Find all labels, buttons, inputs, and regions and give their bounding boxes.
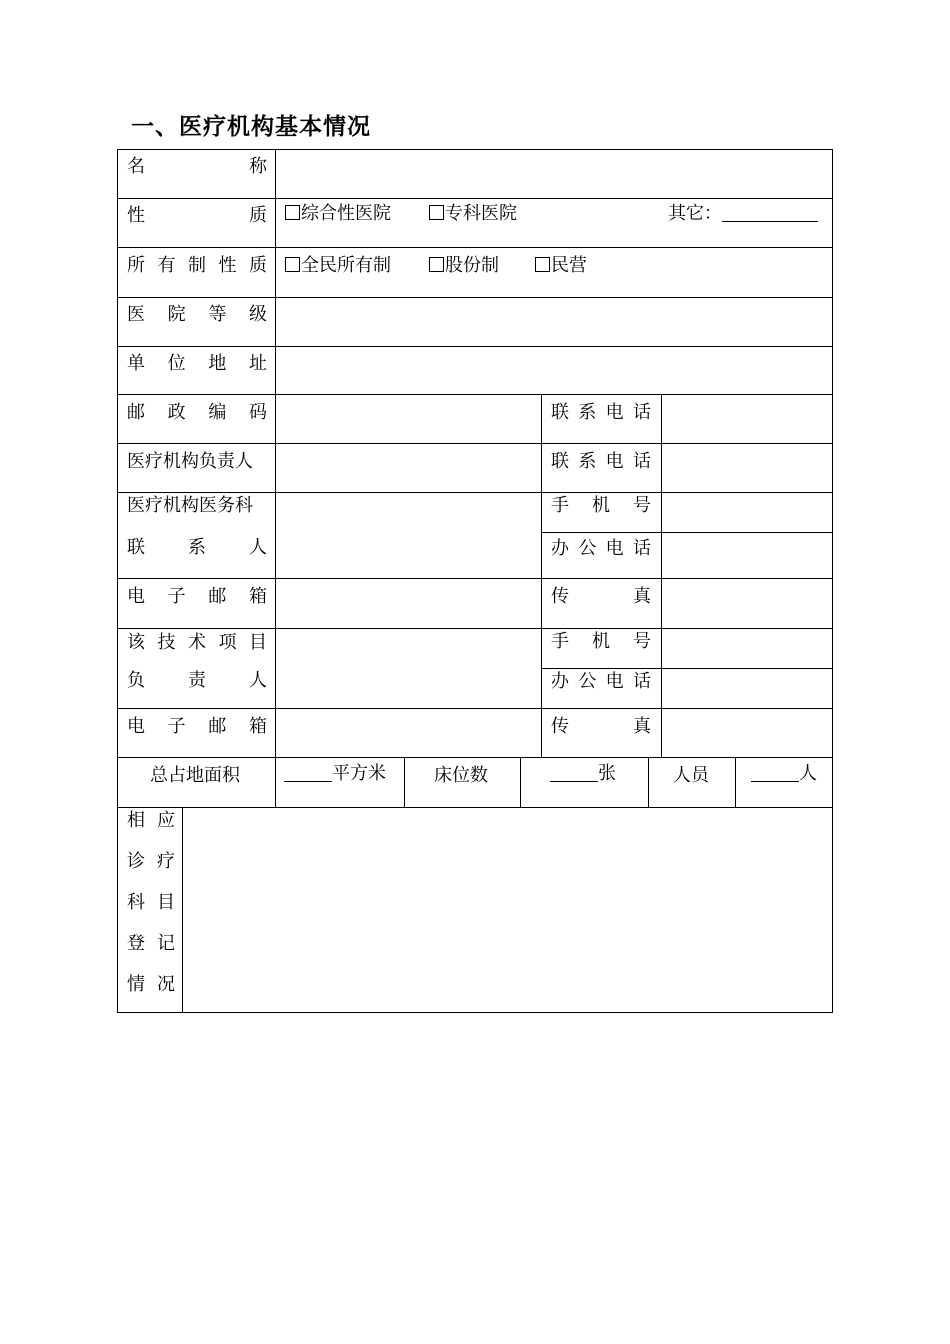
label-email-1: 电 子 邮 箱	[127, 586, 267, 607]
col-divider	[735, 757, 736, 807]
staff-unit: 人	[799, 763, 817, 784]
checkbox-private[interactable]	[535, 257, 550, 272]
option-shareholding-label: 股份制	[445, 255, 499, 276]
row-divider	[117, 394, 833, 395]
area-input-line[interactable]	[284, 781, 332, 782]
row-divider	[117, 198, 833, 199]
option-state-owned-label: 全民所有制	[301, 255, 391, 276]
col-divider	[648, 757, 649, 807]
label-medical-affairs-line2: 联 系 人	[127, 537, 267, 558]
col-divider	[661, 394, 662, 757]
row-divider	[117, 492, 833, 493]
other-input-line[interactable]	[722, 221, 818, 222]
option-shareholding[interactable]	[429, 255, 499, 277]
label-tech-leader-line2: 负 责 人	[127, 670, 267, 691]
label-hospital-level: 医 院 等 级	[127, 304, 267, 325]
col-divider	[275, 149, 276, 807]
row-divider	[117, 708, 833, 709]
label-fax-1: 传 真	[551, 586, 651, 607]
beds-input-line[interactable]	[550, 781, 598, 782]
row-divider	[117, 297, 833, 298]
row-divider	[117, 443, 833, 444]
label-email-2: 电 子 邮 箱	[127, 716, 267, 737]
staff-input-line[interactable]	[751, 781, 799, 782]
label-dept-reg-2: 诊 疗	[127, 851, 175, 872]
label-postal-code: 邮 政 编 码	[127, 402, 267, 423]
option-other-label: 其它：	[668, 203, 722, 224]
row-divider	[117, 807, 833, 808]
checkbox-general-hospital[interactable]	[285, 205, 300, 220]
option-private[interactable]	[535, 255, 587, 277]
label-contact-phone-2: 联 系 电 话	[551, 451, 651, 472]
area-unit: 平方米	[332, 763, 386, 784]
label-director: 医疗机构负责人	[127, 451, 253, 472]
label-nature: 性 质	[127, 205, 267, 226]
area-field	[284, 763, 386, 785]
basic-info-form	[117, 149, 833, 1013]
checkbox-state-owned[interactable]	[285, 257, 300, 272]
option-specialty-hospital[interactable]	[429, 203, 517, 225]
label-name: 名 称	[127, 156, 267, 177]
option-private-label: 民营	[551, 255, 587, 276]
option-general-hospital[interactable]	[285, 203, 391, 225]
option-other	[668, 203, 818, 225]
row-divider	[117, 247, 833, 248]
label-dept-reg-5: 情 况	[127, 974, 175, 995]
col-divider	[404, 757, 405, 807]
row-divider	[117, 628, 833, 629]
option-state-owned[interactable]	[285, 255, 391, 277]
section-title: 一、医疗机构基本情况	[131, 114, 371, 140]
label-mobile-1: 手 机 号	[551, 495, 651, 516]
checkbox-specialty-hospital[interactable]	[429, 205, 444, 220]
option-general-hospital-label: 综合性医院	[301, 203, 391, 224]
label-total-area: 总占地面积	[150, 765, 240, 786]
label-office-phone-1: 办 公 电 话	[551, 538, 651, 559]
label-office-phone-2: 办 公 电 话	[551, 671, 651, 692]
label-medical-affairs-line1: 医疗机构医务科	[127, 495, 253, 516]
option-specialty-hospital-label: 专科医院	[445, 203, 517, 224]
staff-field	[751, 763, 817, 785]
checkbox-shareholding[interactable]	[429, 257, 444, 272]
label-tech-leader-line1: 该 技 术 项 目	[127, 632, 267, 653]
beds-field	[550, 763, 616, 785]
label-ownership: 所 有 制 性 质	[127, 255, 267, 276]
row-divider	[117, 578, 833, 579]
beds-unit: 张	[598, 763, 616, 784]
label-staff: 人员	[673, 765, 709, 786]
row-divider	[117, 757, 833, 758]
label-fax-2: 传 真	[551, 716, 651, 737]
col-divider	[520, 757, 521, 807]
label-address: 单 位 地 址	[127, 353, 267, 374]
col-divider	[182, 807, 183, 1013]
label-mobile-2: 手 机 号	[551, 631, 651, 652]
label-dept-reg-3: 科 目	[127, 892, 175, 913]
row-divider	[541, 532, 833, 533]
row-divider	[117, 346, 833, 347]
label-dept-reg-1: 相 应	[127, 810, 175, 831]
label-beds: 床位数	[434, 765, 488, 786]
label-dept-reg-4: 登 记	[127, 933, 175, 954]
col-divider	[541, 394, 542, 757]
label-contact-phone-1: 联 系 电 话	[551, 402, 651, 423]
row-divider	[541, 668, 833, 669]
